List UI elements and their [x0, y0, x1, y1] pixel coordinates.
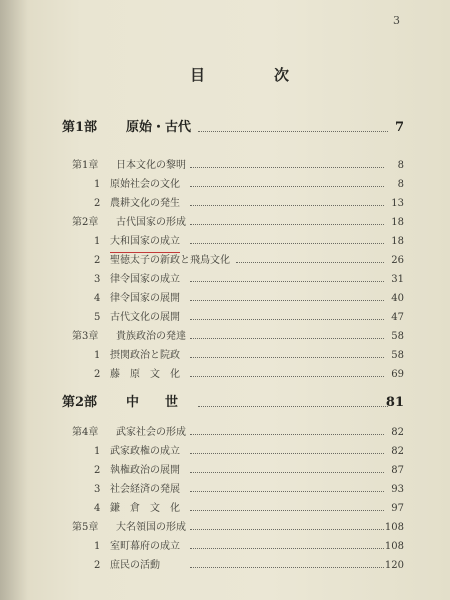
toc-label: 5 — [94, 312, 101, 323]
title-char-1: 目 — [190, 66, 207, 84]
toc-label: 第2部 — [62, 395, 98, 410]
leader-dots — [190, 319, 384, 320]
toc-title: 中 世 — [126, 395, 179, 410]
leader-dots — [190, 472, 384, 473]
toc-page-number: 40 — [391, 293, 404, 304]
toc-label: 2 — [94, 369, 101, 380]
toc-title: 室町幕府の成立 — [110, 541, 180, 552]
toc-title: 摂関政治と院政 — [110, 350, 180, 361]
toc-section-row — [0, 251, 450, 271]
toc-title: 律令国家の成立 — [110, 274, 180, 285]
toc-label: 1 — [94, 236, 101, 247]
leader-dots — [190, 453, 384, 454]
leader-dots — [190, 548, 384, 549]
toc-page-number: 97 — [391, 503, 404, 514]
toc-page-number: 8 — [397, 160, 404, 171]
toc-label: 4 — [94, 503, 101, 514]
toc-label: 1 — [94, 541, 101, 552]
toc-section-row — [0, 194, 450, 214]
toc-label: 1 — [94, 446, 101, 457]
toc-part-row — [0, 118, 450, 138]
toc-title: 庶民の活動 — [110, 560, 160, 571]
toc-page-number: 8 — [397, 179, 404, 190]
toc-page-number: 93 — [391, 484, 404, 495]
toc-section-row — [0, 270, 450, 290]
leader-dots — [190, 243, 384, 244]
toc-page-number: 108 — [384, 522, 404, 533]
toc-label: 3 — [94, 484, 101, 495]
toc-page-number: 81 — [385, 395, 404, 410]
toc-page-number: 108 — [384, 541, 404, 552]
toc-label: 第5章 — [72, 522, 99, 533]
leader-dots — [190, 281, 384, 282]
toc-section-row — [0, 499, 450, 519]
toc-label: 1 — [94, 179, 101, 190]
toc-title: 律令国家の展開 — [110, 293, 180, 304]
toc-title: 社会経済の発展 — [110, 484, 180, 495]
toc-section-row — [0, 480, 450, 500]
toc-title: 日本文化の黎明 — [116, 160, 186, 171]
toc-chapter-row — [0, 518, 450, 538]
leader-dots — [190, 300, 384, 301]
toc-title: 農耕文化の発生 — [110, 198, 180, 209]
leader-dots — [198, 131, 388, 132]
toc-label: 1 — [94, 350, 101, 361]
toc-title: 貴族政治の発達 — [116, 331, 186, 342]
toc-chapter-row — [0, 423, 450, 443]
toc-title: 藤 原 文 化 — [110, 369, 180, 380]
toc-title: 原始社会の文化 — [110, 179, 180, 190]
page-title — [190, 64, 290, 84]
leader-dots — [198, 406, 388, 407]
toc-section-row — [0, 537, 450, 557]
toc-title: 武家社会の形成 — [116, 427, 186, 438]
toc-page-number: 7 — [394, 120, 404, 135]
toc-title: 大名領国の形成 — [116, 522, 186, 533]
toc-page-number: 82 — [391, 427, 404, 438]
toc-section-row — [0, 289, 450, 309]
toc-page-number: 47 — [391, 312, 404, 323]
toc-page-number: 82 — [391, 446, 404, 457]
leader-dots — [236, 262, 384, 263]
leader-dots — [190, 357, 384, 358]
toc-label: 2 — [94, 560, 101, 571]
toc-section-row — [0, 308, 450, 328]
toc-section-row — [0, 175, 450, 195]
leader-dots — [190, 205, 384, 206]
toc-label: 第1章 — [72, 160, 99, 171]
toc-section-row — [0, 442, 450, 462]
toc-title: 執権政治の展開 — [110, 465, 180, 476]
toc-section-row — [0, 461, 450, 481]
toc-page-number: 26 — [391, 255, 404, 266]
leader-dots — [190, 491, 384, 492]
toc-page-number: 58 — [391, 331, 404, 342]
leader-dots — [190, 434, 384, 435]
toc-page-number: 87 — [391, 465, 404, 476]
toc-section-row — [0, 232, 450, 252]
leader-dots — [190, 167, 384, 168]
leader-dots — [190, 186, 384, 187]
page-number: 3 — [393, 14, 400, 27]
leader-dots — [190, 510, 384, 511]
leader-dots — [190, 224, 384, 225]
toc-page-number: 13 — [391, 198, 404, 209]
toc-page-number: 120 — [384, 560, 404, 571]
toc-label: 2 — [94, 465, 101, 476]
toc-title: 大和国家の成立 — [110, 232, 180, 253]
toc-part-row — [0, 393, 450, 413]
leader-dots — [190, 529, 384, 530]
leader-dots — [190, 376, 384, 377]
leader-dots — [190, 338, 384, 339]
toc-title: 原始・古代 — [126, 120, 192, 135]
toc-label: 2 — [94, 255, 101, 266]
toc-title: 鎌 倉 文 化 — [110, 503, 180, 514]
toc-label: 第2章 — [72, 217, 99, 228]
toc-label: 第1部 — [62, 120, 98, 135]
toc-page-number: 18 — [391, 217, 404, 228]
toc-section-row — [0, 556, 450, 576]
toc-section-row — [0, 346, 450, 366]
toc-chapter-row — [0, 327, 450, 347]
toc-label: 4 — [94, 293, 101, 304]
toc-chapter-row — [0, 156, 450, 176]
toc-label: 3 — [94, 274, 101, 285]
toc-label: 第3章 — [72, 331, 99, 342]
toc-title: 古代文化の展開 — [110, 312, 180, 323]
toc-page-number: 58 — [391, 350, 404, 361]
leader-dots — [190, 567, 384, 568]
toc-page-number: 69 — [391, 369, 404, 380]
toc-label: 2 — [94, 198, 101, 209]
toc-chapter-row — [0, 213, 450, 233]
toc-label: 第4章 — [72, 427, 99, 438]
toc-section-row — [0, 365, 450, 385]
title-char-2: 次 — [273, 66, 290, 84]
toc-title: 聖徳太子の新政と飛鳥文化 — [110, 255, 230, 266]
toc-title: 古代国家の形成 — [116, 217, 186, 228]
toc-page-number: 18 — [391, 236, 404, 247]
toc-title: 武家政権の成立 — [110, 446, 180, 457]
toc-page-number: 31 — [391, 274, 404, 285]
